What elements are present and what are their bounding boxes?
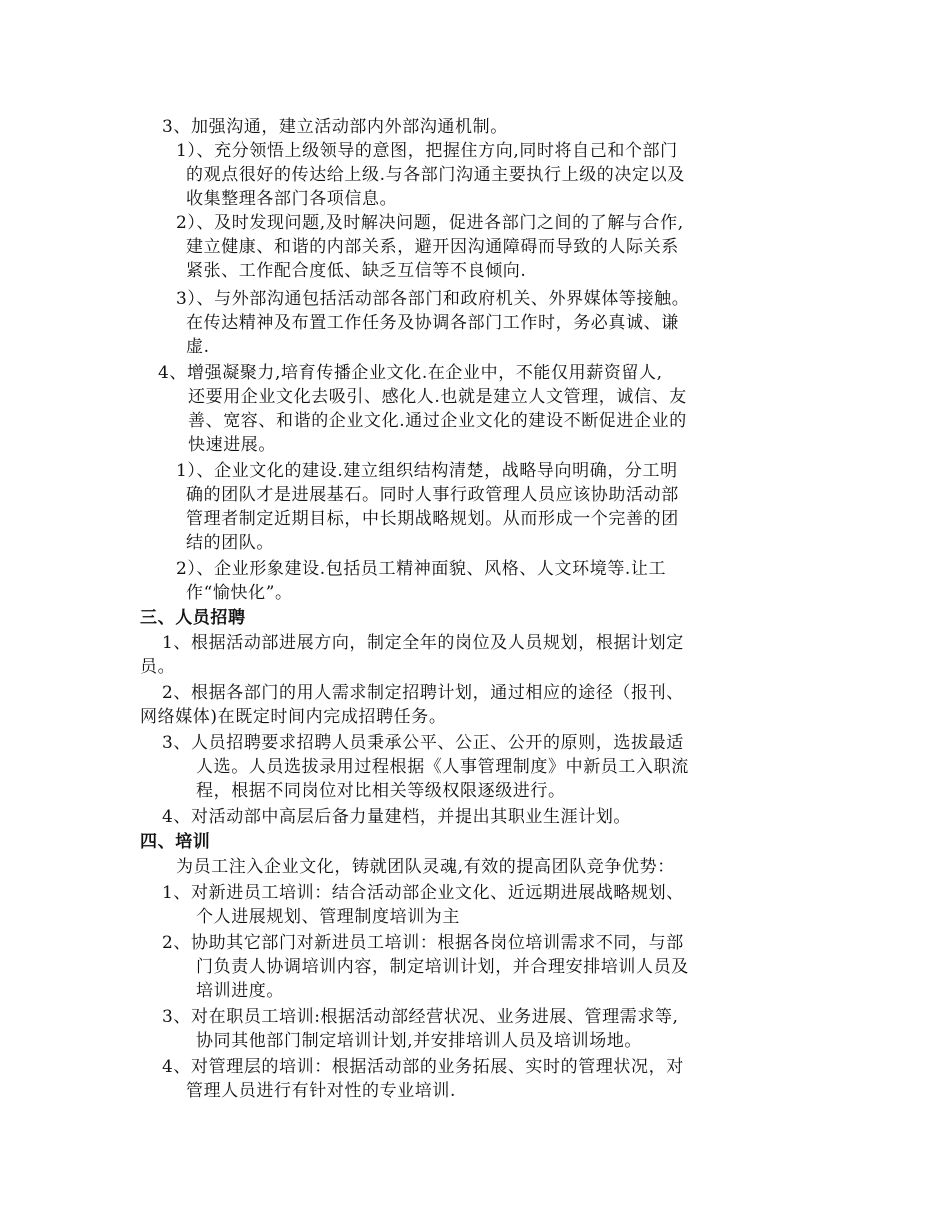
- text-line: 建立健康、和谐的内部关系，避开因沟通障碍而导致的人际关系: [186, 237, 679, 257]
- text-line: 在传达精神及布置工作任务及协调各部门工作时，务必真诚、谦: [186, 313, 679, 333]
- text-line: 网络媒体)在既定时间内完成招聘任务。: [140, 707, 447, 727]
- text-line: 2、根据各部门的用人需求制定招聘计划，通过相应的途径（报刊、: [162, 683, 684, 703]
- text-line: 员。: [140, 657, 176, 677]
- text-line: 3、人员招聘要求招聘人员秉承公平、公正、公开的原则，选拔最适: [162, 733, 684, 753]
- text-line: 收集整理各部门各项信息。: [186, 189, 398, 209]
- text-line: 2）、及时发现问题,及时解决问题，促进各部门之间的了解与合作,: [176, 213, 684, 233]
- text-line: 门负责人协调培训内容，制定培训计划，并合理安排培训人员及: [196, 957, 689, 977]
- text-line: 1）、企业文化的建设.建立组织结构清楚，战略导向明确，分工明: [176, 461, 678, 481]
- text-line: 人选。人员选拔录用过程根据《人事管理制度》中新员工入职流: [196, 757, 689, 777]
- text-line: 虚.: [186, 337, 210, 357]
- text-line: 管理人员进行有针对性的专业培训.: [186, 1081, 457, 1101]
- text-line: 快速进展。: [188, 435, 276, 455]
- text-line: 3、对在职员工培训:根据活动部经营状况、业务进展、管理需求等,: [162, 1007, 679, 1027]
- text-line: 确的团队才是进展基石。同时人事行政管理人员应该协助活动部: [186, 485, 679, 505]
- text-line: 1、根据活动部进展方向，制定全年的岗位及人员规划，根据计划定: [162, 633, 684, 653]
- text-line: 3、加强沟通，建立活动部内外部沟通机制。: [162, 117, 508, 137]
- text-line: 为员工注入企业文化，铸就团队灵魂,有效的提高团队竞争优势：: [176, 857, 675, 877]
- section-heading: 四、培训: [140, 832, 211, 852]
- text-line: 2、协助其它部门对新进员工培训：根据各岗位培训需求不同，与部: [162, 933, 684, 953]
- text-line: 1、对新进员工培训：结合活动部企业文化、近远期进展战略规划、: [162, 883, 684, 903]
- text-line: 善、宽容、和谐的企业文化.通过企业文化的建设不断促进企业的: [188, 411, 687, 431]
- text-line: 紧张、工作配合度低、缺乏互信等不良倾向.: [186, 261, 527, 281]
- text-line: 2）、企业形象建设.包括员工精神面貌、风格、人文环境等.让工: [176, 559, 667, 579]
- text-line: 协同其他部门制定培训计划,并安排培训人员及培训场地。: [196, 1031, 643, 1051]
- text-line: 还要用企业文化去吸引、感化人.也就是建立人文管理，诚信、友: [188, 387, 687, 407]
- text-line: 4、增强凝聚力,培育传播企业文化.在企业中，不能仅用薪资留人,: [158, 363, 663, 383]
- text-line: 管理者制定近期目标，中长期战略规划。从而形成一个完善的团: [186, 509, 679, 529]
- text-line: 结的团队。: [186, 533, 274, 553]
- section-heading: 三、人员招聘: [140, 608, 246, 628]
- text-line: 4、对管理层的培训：根据活动部的业务拓展、实时的管理状况，对: [162, 1057, 684, 1077]
- text-line: 3）、与外部沟通包括活动部各部门和政府机关、外界媒体等接触。: [176, 289, 690, 309]
- text-line: 4、对活动部中高层后备力量建档，并提出其职业生涯计划。: [162, 807, 632, 827]
- text-line: 个人进展规划、管理制度培训为主: [196, 907, 460, 927]
- text-line: 程，根据不同岗位对比相关等级权限逐级进行。: [196, 781, 566, 801]
- text-line: 培训进度。: [196, 981, 284, 1001]
- text-line: 1）、充分领悟上级领导的意图，把握住方向,同时将自己和个部门: [176, 141, 678, 161]
- text-line: 作“愉快化”。: [186, 583, 293, 603]
- text-line: 的观点很好的传达给上级.与各部门沟通主要执行上级的决定以及: [186, 165, 685, 185]
